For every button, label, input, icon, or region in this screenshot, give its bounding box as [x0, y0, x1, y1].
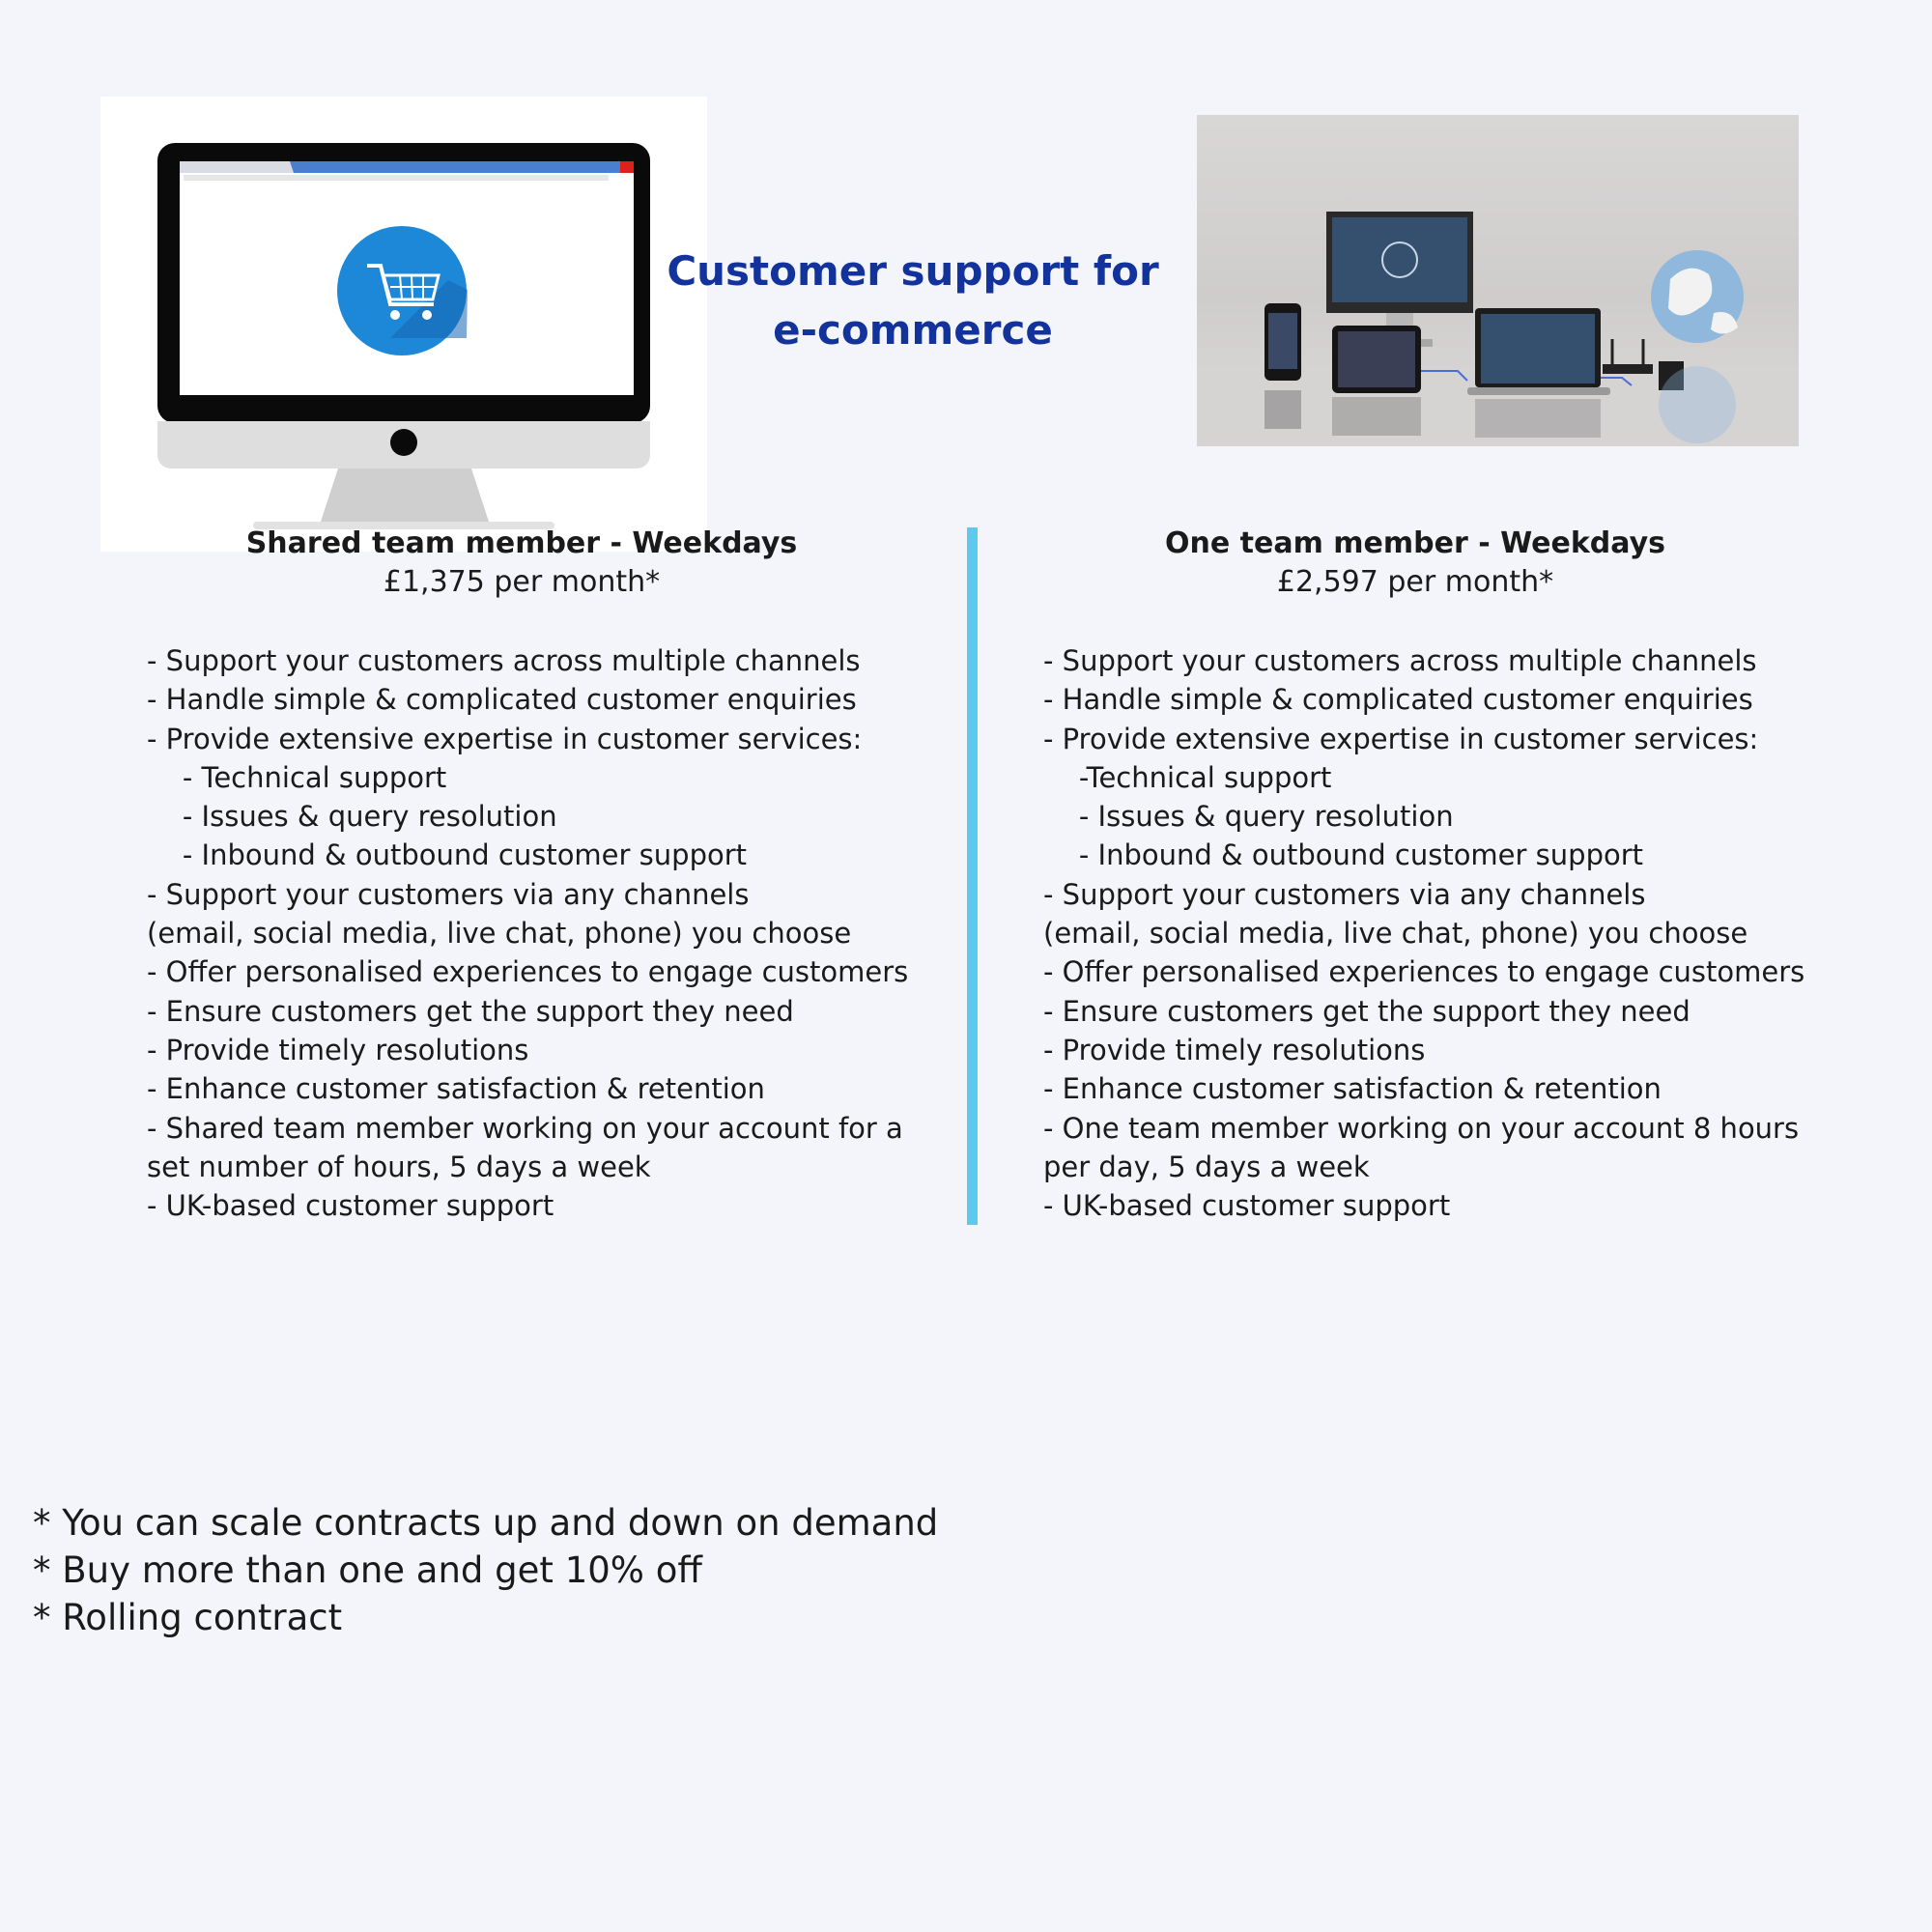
feature-item: - Provide timely resolutions	[1043, 1033, 1426, 1066]
feature-item: - Technical support	[147, 760, 447, 794]
monitor-icon	[100, 97, 707, 552]
devices-icon	[1197, 115, 1799, 446]
feature-item: per day, 5 days a week	[1043, 1150, 1370, 1183]
feature-item: - Issues & query resolution	[147, 800, 557, 834]
feature-item: - Offer personalised experiences to engage customers	[1043, 955, 1805, 989]
plan-shared-name: Shared team member - Weekdays	[245, 526, 798, 560]
column-divider	[967, 527, 978, 1225]
shopping-cart-monitor-illustration	[100, 97, 707, 552]
plan-dedicated-features	[1043, 641, 1804, 1225]
feature-item: - Inbound & outbound customer support	[147, 838, 748, 872]
feature-item: -Technical support	[1043, 760, 1332, 794]
plan-dedicated-name: One team member - Weekdays	[1165, 526, 1665, 560]
feature-item: set number of hours, 5 days a week	[147, 1150, 651, 1183]
plan-dedicated-header	[1072, 525, 1758, 602]
feature-item: - Provide extensive expertise in customer services:	[147, 722, 863, 755]
feature-item: - UK-based customer support	[1043, 1189, 1451, 1223]
feature-item: - Shared team member working on your account for a	[147, 1111, 903, 1145]
feature-item: - Ensure customers get the support they need	[1043, 994, 1690, 1028]
footnote-item: * Buy more than one and get 10% off	[33, 1549, 702, 1591]
page-title	[667, 242, 1159, 359]
feature-item: - Support your customers via any channels	[1043, 877, 1646, 911]
feature-item: - Ensure customers get the support they need	[147, 994, 794, 1028]
feature-item: - Enhance customer satisfaction & retention	[147, 1072, 765, 1106]
feature-item: - Enhance customer satisfaction & retention	[1043, 1072, 1662, 1106]
footnotes	[33, 1499, 938, 1641]
feature-item: - Inbound & outbound customer support	[1043, 838, 1644, 872]
footnote-item: * Rolling contract	[33, 1597, 343, 1638]
feature-item: - Issues & query resolution	[1043, 800, 1454, 834]
footnote-item: * You can scale contracts up and down on demand	[33, 1502, 939, 1544]
plan-shared-header	[174, 525, 869, 602]
feature-item: - Offer personalised experiences to engage customers	[147, 955, 909, 989]
title-line-1: Customer support for	[667, 247, 1159, 295]
feature-item: - Handle simple & complicated customer enquiries	[1043, 683, 1753, 717]
feature-item: - Support your customers via any channels	[147, 877, 750, 911]
title-line-2: e-commerce	[773, 306, 1053, 354]
devices-ecommerce-photo	[1197, 115, 1799, 446]
feature-item: - Provide timely resolutions	[147, 1033, 529, 1066]
feature-item: (email, social media, live chat, phone) you choose	[1043, 917, 1748, 951]
feature-item: - UK-based customer support	[147, 1189, 554, 1223]
plan-shared-price: £1,375 per month*	[383, 565, 661, 599]
feature-item: - Provide extensive expertise in customer services:	[1043, 722, 1759, 755]
plan-dedicated-price: £2,597 per month*	[1276, 565, 1554, 599]
feature-item: - Handle simple & complicated customer enquiries	[147, 683, 857, 717]
feature-item: - Support your customers across multiple channels	[1043, 644, 1757, 677]
feature-item: - One team member working on your account 8 hours	[1043, 1111, 1800, 1145]
feature-item: (email, social media, live chat, phone) you choose	[147, 917, 852, 951]
feature-item: - Support your customers across multiple channels	[147, 644, 861, 677]
plan-shared-features	[147, 641, 908, 1225]
